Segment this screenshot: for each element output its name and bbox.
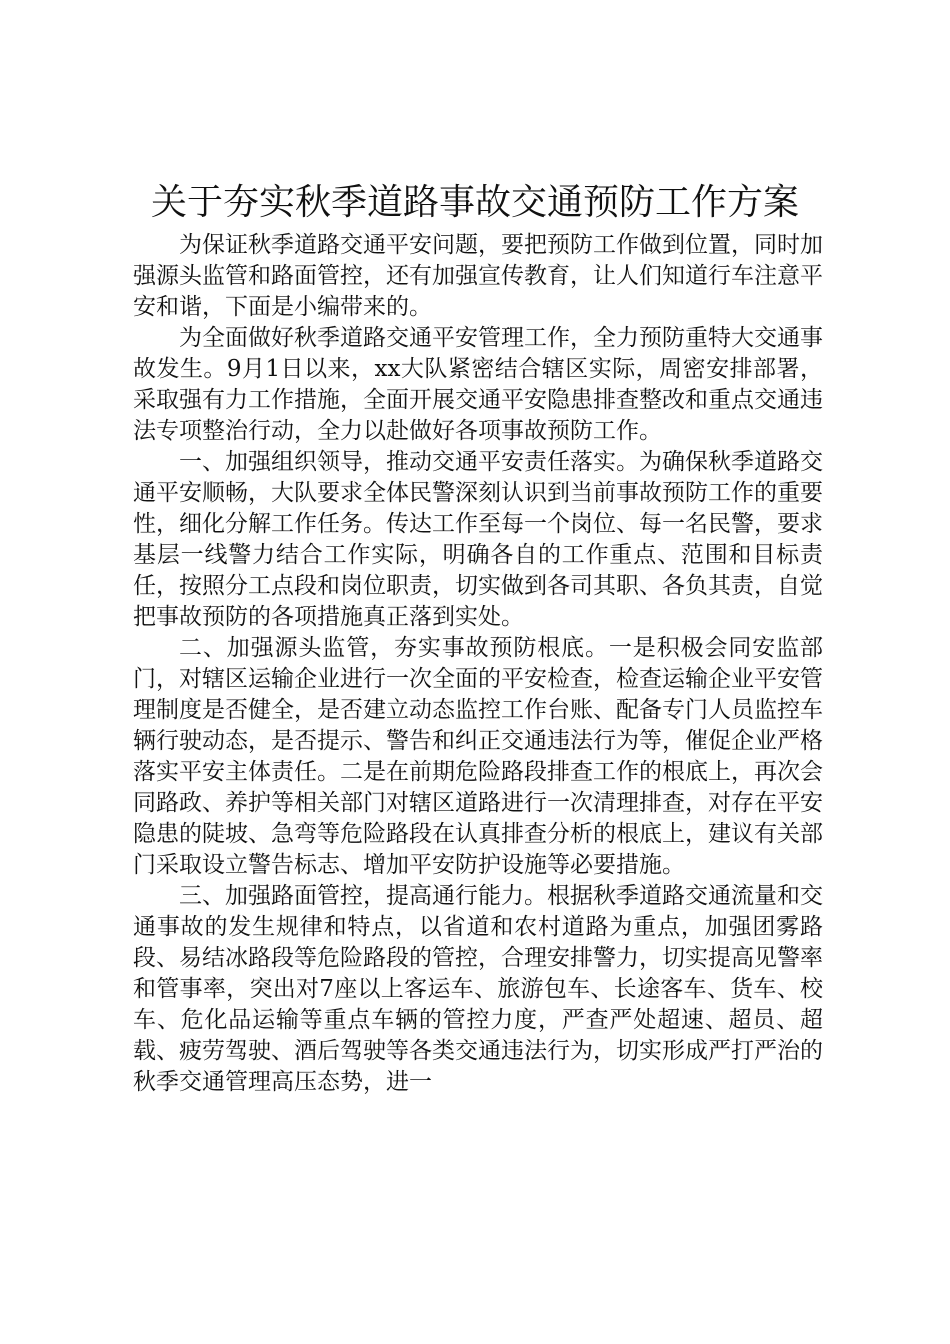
paragraph-intro: 为保证秋季道路交通平安问题，要把预防工作做到位置，同时加强源头监管和路面管控，还有加强宣传教育，让人们知道行车注意平安和谐，下面是小编带来的。 [133,232,823,320]
paragraph-section-2: 二、加强源头监管，夯实事故预防根底。一是积极会同安监部门，对辖区运输企业进行一次全面的平安检查，检查运输企业平安管理制度是否健全，是否建立动态监控工作台账、配备专门人员监控车辆行驶动态，是否提示、警告和纠正交通违法行为等，催促企业严格落实平安主体责任。二是在前期危险路段排查工作的根底上，再次会同路政、养护等相关部门对辖区道路进行一次清理排查，对存在平安隐患的陡坡、急弯等危险路段在认真排查分析的根底上，建议有关部门采取设立警告标志、增加平安防护设施等必要措施。 [133,635,823,878]
paragraph-section-3: 三、加强路面管控，提高通行能力。根据秋季道路交通流量和交通事故的发生规律和特点，以省道和农村道路为重点，加强团雾路段、易结冰路段等危险路段的管控，合理安排警力，切实提高见警率和管事率，突出对7座以上客运车、旅游包车、长途客车、货车、校车、危化品运输等重点车辆的管控力度，严查严处超速、超员、超载、疲劳驾驶、酒后驾驶等各类交通违法行为，切实形成严打严治的秋季交通管理高压态势，进一 [133,883,823,1095]
document-title: 关于夯实秋季道路事故交通预防工作方案 [150,182,799,223]
paragraph-overview: 为全面做好秋季道路交通平安管理工作，全力预防重特大交通事故发生。9月1日以来，xx大队紧密结合辖区实际，周密安排部署，采取强有力工作措施，全面开展交通平安隐患排查整改和重点交通违法专项整治行动，全力以赴做好各项事故预防工作。 [133,325,823,444]
paragraph-section-1: 一、加强组织领导，推动交通平安责任落实。为确保秋季道路交通平安顺畅，大队要求全体民警深刻认识到当前事故预防工作的重要性，细化分解工作任务。传达工作至每一个岗位、每一名民警，要求基层一线警力结合工作实际，明确各自的工作重点、范围和目标责任，按照分工点段和岗位职责，切实做到各司其职、各负其责，自觉把事故预防的各项措施真正落到实处。 [133,449,823,630]
document-body [133,230,823,1098]
